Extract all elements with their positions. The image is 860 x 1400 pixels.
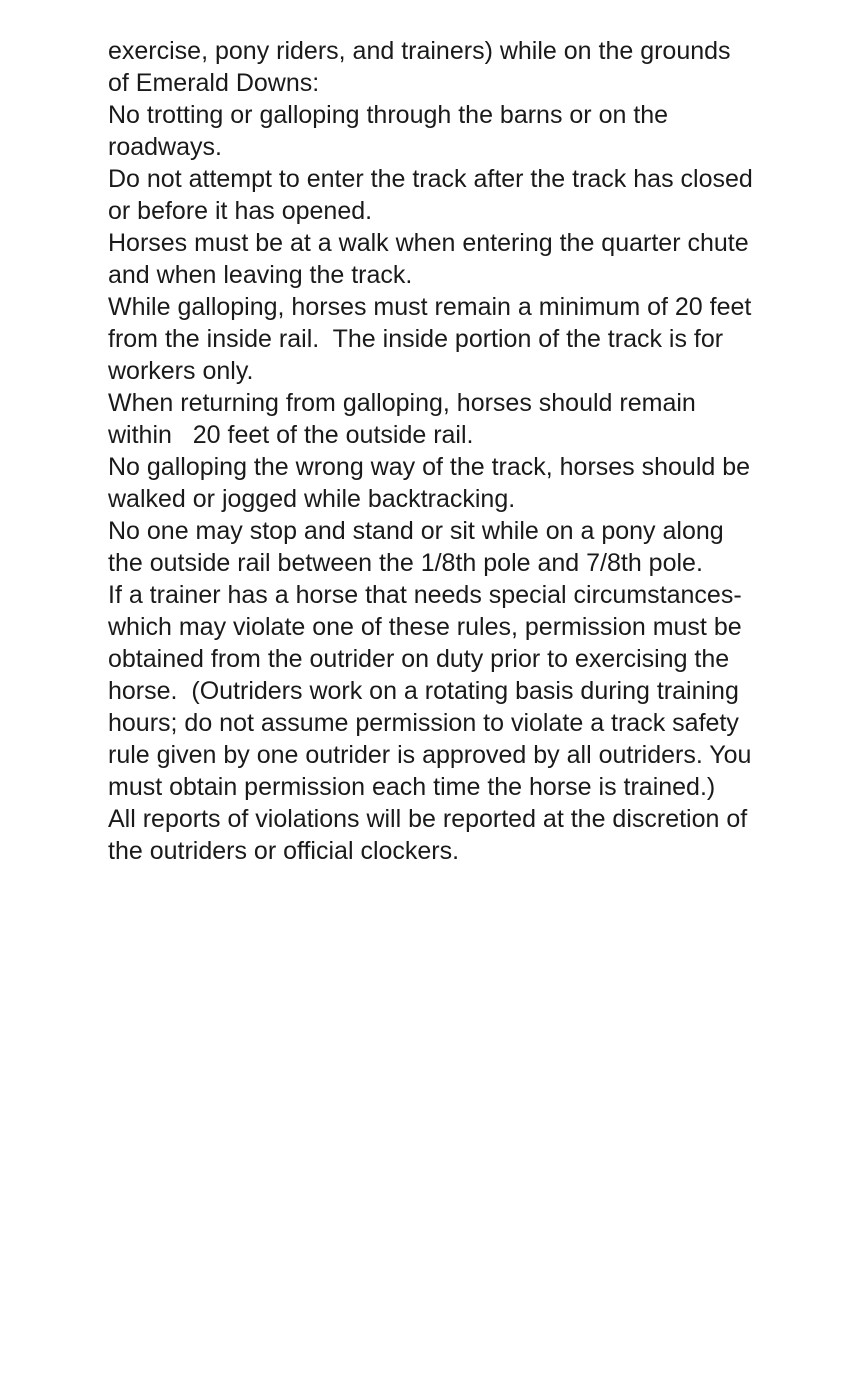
rules-text-block <box>108 35 758 867</box>
rule-outside-rail-return: When returning from galloping, horses should remain within 20 feet of the outside rail. <box>108 389 703 449</box>
rule-no-wrong-way-galloping: No galloping the wrong way of the track, horses should be walked or jogged while backtracking. <box>108 453 757 513</box>
rule-special-circumstances-permission: If a trainer has a horse that needs special circumstances-which may violate one of these rules, permission must be obtained from the outrider on duty prior to exercising the horse. (Outriders work on a rotating basis during training hours; do not assume permission to violate a track safety rule given by one outrider is approved by all outriders. You must obtain permission each time the horse is trained.) <box>108 581 759 801</box>
rule-walk-quarter-chute: Horses must be at a walk when entering the quarter chute and when leaving the track. <box>108 229 756 289</box>
rule-violation-reports: All reports of violations will be reported at the discretion of the outriders or official clockers. <box>108 805 755 865</box>
rule-no-standing-outside-rail: No one may stop and stand or sit while on a pony along the outside rail between the 1/8th pole and 7/8th pole. <box>108 517 731 577</box>
intro-continuation-paragraph: exercise, pony riders, and trainers) while on the grounds of Emerald Downs: <box>108 37 738 97</box>
rule-inside-rail-distance: While galloping, horses must remain a minimum of 20 feet from the inside rail. The inside portion of the track is for workers only. <box>108 293 759 385</box>
rule-track-entry-hours: Do not attempt to enter the track after the track has closed or before it has opened. <box>108 165 760 225</box>
rule-no-trotting-barns: No trotting or galloping through the barns or on the roadways. <box>108 101 676 161</box>
